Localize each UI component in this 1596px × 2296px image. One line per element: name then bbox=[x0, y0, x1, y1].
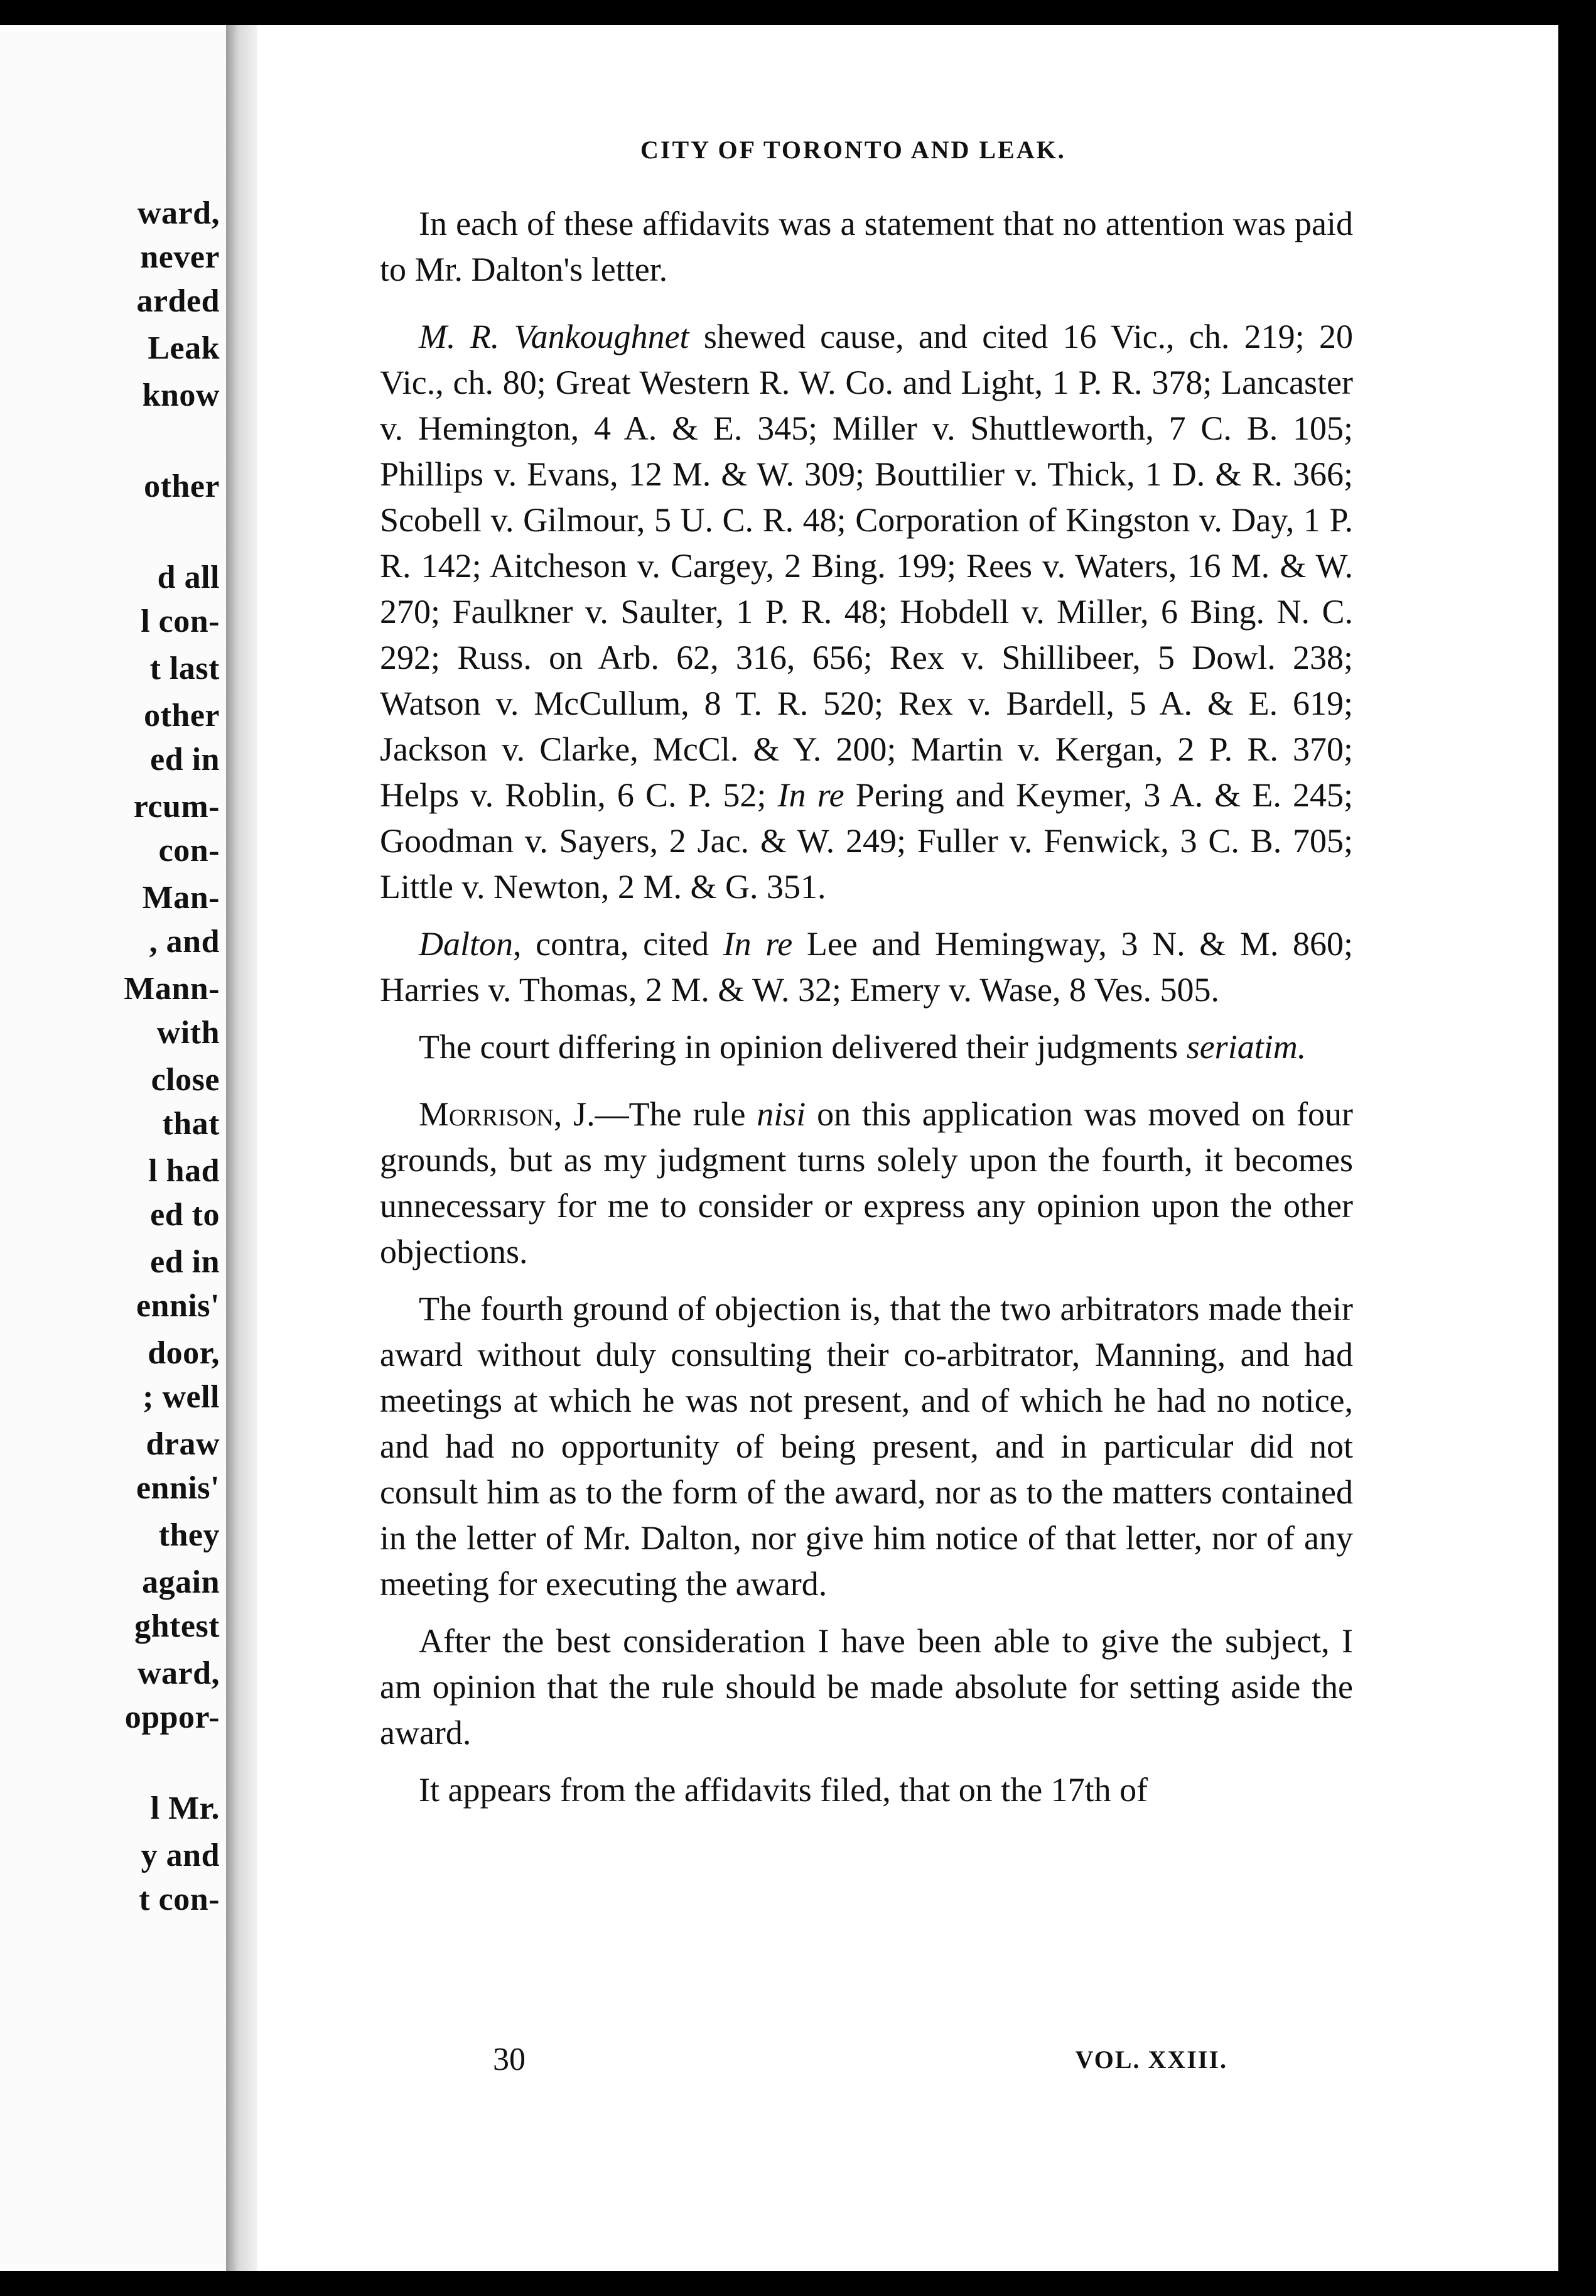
paragraph-text: on this application was moved on four grounds, but as my judgment turns solely upon the fourth, it becomes unnecessary for me to consider or express any opinion upon the other objections. bbox=[380, 1095, 1353, 1270]
nisi-italic: nisi bbox=[757, 1095, 806, 1133]
paragraph-best-consideration bbox=[380, 1618, 1353, 1756]
adjacent-page-line: ward, bbox=[137, 1655, 220, 1691]
adjacent-page-line: ed in bbox=[150, 1244, 220, 1280]
adjacent-page-line: with bbox=[156, 1015, 220, 1051]
adjacent-page-line: draw bbox=[146, 1426, 220, 1462]
adjacent-page-line: that bbox=[162, 1106, 220, 1142]
adjacent-page-fragment bbox=[0, 25, 226, 2271]
adjacent-page-line: , and bbox=[149, 924, 220, 960]
paragraph-morrison-judgment bbox=[380, 1091, 1353, 1275]
adjacent-page-line: know bbox=[142, 377, 220, 413]
adjacent-page-line: l Mr. bbox=[150, 1790, 220, 1826]
adjacent-page-line: t last bbox=[149, 651, 220, 686]
in-re-italic: In re bbox=[777, 776, 844, 814]
paragraph-dalton-contra bbox=[380, 921, 1353, 1013]
judge-name: Morrison, J. bbox=[419, 1095, 595, 1133]
scan-border-top bbox=[0, 0, 1596, 25]
scan-border-bottom bbox=[0, 2271, 1596, 2296]
in-re-italic: In re bbox=[723, 925, 793, 963]
page-footer bbox=[380, 2041, 1353, 2085]
document-page bbox=[257, 25, 1558, 2271]
adjacent-page-line: Mann- bbox=[124, 971, 220, 1007]
adjacent-page-line: rcum- bbox=[133, 789, 220, 825]
adjacent-page-line: con- bbox=[158, 833, 220, 869]
adjacent-page-line: never bbox=[140, 239, 220, 275]
paragraph-affidavits-filed bbox=[380, 1767, 1353, 1813]
paragraph-text: After the best consideration I have been able to give the subject, I am opinion that the rule should be made absolute for setting aside the award. bbox=[380, 1622, 1353, 1752]
adjacent-page-line: door, bbox=[148, 1335, 220, 1371]
adjacent-page-line: other bbox=[144, 698, 220, 734]
adjacent-page-line: l con- bbox=[141, 604, 220, 639]
adjacent-page-line: they bbox=[158, 1517, 220, 1553]
adjacent-page-line: again bbox=[142, 1564, 220, 1600]
adjacent-page-line: ed to bbox=[150, 1197, 220, 1233]
paragraph-affidavits bbox=[380, 201, 1353, 293]
page-body bbox=[380, 201, 1353, 1824]
paragraph-court-differing bbox=[380, 1024, 1353, 1070]
scan-border-right bbox=[1558, 0, 1596, 2296]
adjacent-page-line: other bbox=[144, 468, 220, 504]
adjacent-page-line: arded bbox=[136, 283, 220, 319]
adjacent-page-line: ennis' bbox=[136, 1288, 220, 1324]
adjacent-page-line: ennis' bbox=[136, 1470, 220, 1506]
book-gutter bbox=[226, 25, 257, 2271]
adjacent-page-line: Leak bbox=[148, 330, 220, 366]
counsel-name: M. R. Vankoughnet bbox=[419, 318, 689, 355]
paragraph-vankoughnet-cases bbox=[380, 314, 1353, 910]
adjacent-page-line: ; well bbox=[143, 1379, 220, 1415]
page-number: 30 bbox=[493, 2042, 526, 2077]
paragraph-text: The court differing in opinion delivered their judgments bbox=[419, 1028, 1187, 1066]
adjacent-page-line: ghtest bbox=[134, 1608, 220, 1644]
running-header: CITY OF TORONTO AND LEAK. bbox=[640, 136, 1066, 164]
paragraph-text: Pering and Keymer, 3 A. & E. 245; Goodman v. Sayers, 2 Jac. & W. 249; Fuller v. Fenwick, 3 C. B. 705; Little v. Newton, 2 M. & G. 351. bbox=[380, 776, 1353, 906]
paragraph-text: shewed cause, and cited 16 Vic., ch. 219; 20 Vic., ch. 80; Great Western R. W. Co. and Light, 1 P. R. 378; Lancaster v. Hemington, 4 A. & E. 345; Miller v. Shuttleworth, 7 C. B. 105; Phillips v. Evans, 12 M. & W. 309; Bouttilier v. Thick, 1 D. & R. 366; Scobell v. Gilmour, 5 U. C. R. 48; Corporation of Kingston v. Day, 1 P. R. 142; Aitcheson v. Cargey, 2 Bing. 199; Rees v. Waters, 16 M. & W. 270; Faulkner v. Saulter, 1 P. R. 48; Hobdell v. Miller, 6 Bing. N. C. 292; Russ. on Arb. 62, 316, 656; Rex v. Shillibeer, 5 Dowl. 238; Watson v. McCullum, 8 T. R. 520; Rex v. Bardell, 5 A. & E. 619; Jackson v. Clarke, McCl. & Y. 200; Martin v. Kergan, 2 P. R. 370; Helps v. Roblin, 6 C. P. 52; bbox=[380, 318, 1353, 814]
paragraph-text: , contra, cited bbox=[513, 925, 723, 963]
paragraph-fourth-ground bbox=[380, 1286, 1353, 1607]
adjacent-page-line: l had bbox=[148, 1153, 220, 1189]
adjacent-page-line: Man- bbox=[142, 880, 220, 916]
seriatim-italic: seriatim. bbox=[1186, 1028, 1307, 1066]
paragraph-text: In each of these affidavits was a statement that no attention was paid to Mr. Dalton's letter. bbox=[380, 205, 1353, 288]
volume-label: VOL. XXIII. bbox=[1075, 2045, 1227, 2074]
adjacent-page-line: ed in bbox=[150, 742, 220, 777]
paragraph-text: It appears from the affidavits filed, that on the 17th of bbox=[419, 1771, 1148, 1809]
adjacent-page-line: d all bbox=[157, 560, 220, 595]
adjacent-page-line: ward, bbox=[137, 195, 220, 231]
adjacent-page-line: oppor- bbox=[124, 1699, 220, 1735]
adjacent-page-line: y and bbox=[141, 1838, 220, 1873]
adjacent-page-line: t con- bbox=[139, 1882, 220, 1917]
paragraph-text: —The rule bbox=[595, 1095, 757, 1133]
adjacent-page-line: close bbox=[151, 1062, 220, 1098]
counsel-name: Dalton bbox=[419, 925, 514, 963]
paragraph-text: The fourth ground of objection is, that the two arbitrators made their award without duly consulting their co-arbitrator, Manning, and had meetings at which he was not present, and of which he had no notice, and had no opportunity of being present, and in particular did not consult him as to the form of the award, nor as to the matters contained in the letter of Mr. Dalton, nor give him notice of that letter, nor of any meeting for executing the award. bbox=[380, 1290, 1353, 1603]
paragraph-text: Lee and Hemingway, 3 N. & M. 860; Harries v. Thomas, 2 M. & W. 32; Emery v. Wase, 8 Ves. 505. bbox=[380, 925, 1353, 1009]
